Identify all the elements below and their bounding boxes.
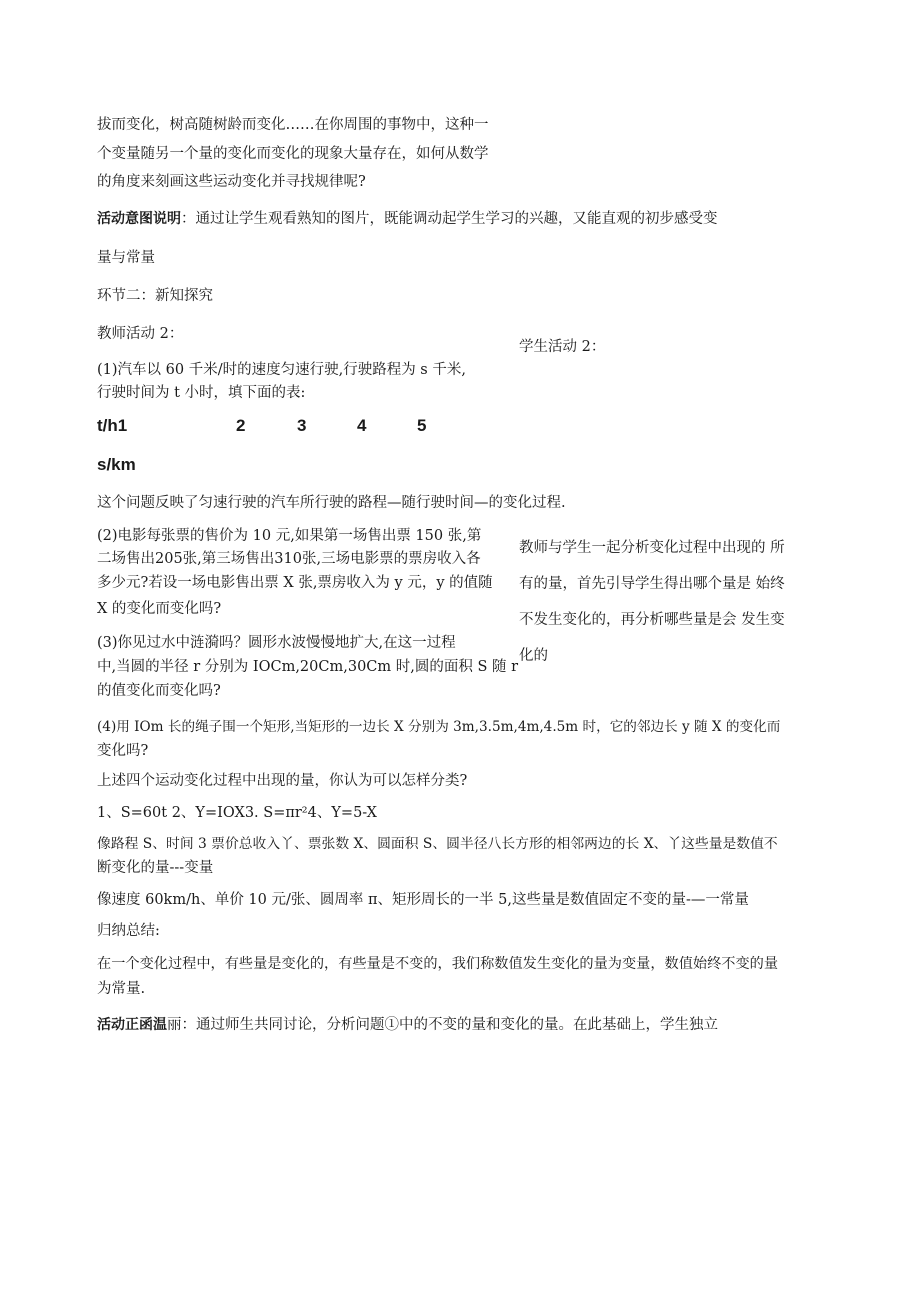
table-row-distance-label: s/km	[97, 455, 136, 474]
summary-line-2: 为常量.	[97, 981, 146, 997]
question-3-line-1: (3)你见过水中涟漪吗？圆形水波慢慢地扩大,在这一过程	[97, 635, 456, 651]
variables-line-2: 断变化的量---变量	[97, 860, 214, 876]
question-2-line-4: X 的变化而变化吗?	[97, 601, 222, 617]
table-cell-time: 2	[236, 416, 246, 435]
intent-label: 活动意图说明	[97, 211, 181, 227]
question-1-line-2: 行驶时间为 t 小时，填下面的表:	[97, 385, 306, 401]
student-text-line-3: 不发生变化的，再分析哪些量是会 发生变	[519, 612, 785, 628]
classify-question: 上述四个运动变化过程中出现的量，你认为可以怎样分类?	[97, 773, 468, 789]
question-2-line-2: 二场售出205张,第三场售出310张,三场电影票的票房收入各	[97, 551, 481, 567]
question-3-line-2: 中,当圆的半径 r 分别为 IOCm,20Cm,30Cm 时,圆的面积 S 随 r	[97, 659, 519, 675]
table-cell-time: 4	[357, 416, 367, 435]
teacher-activity-label: 教师活动 2：	[97, 326, 184, 342]
student-text-line-4: 化的	[519, 648, 548, 664]
table-cell-time: 5	[417, 416, 427, 435]
question-2-line-3: 多少元?若设一场电影售出票 X 张,票房收入为 y 元，y 的值随	[97, 575, 493, 591]
intent-paragraph-1	[97, 208, 718, 230]
question-4-line-1: (4)用 IOm 长的绳子围一个矩形,当矩形的一边长 X 分别为 3m,3.5m,4m,4.5m 时，它的邻边长 y 随 X 的变化而	[97, 719, 781, 735]
summary-title: 归纳总结:	[97, 923, 160, 939]
question-3-line-3: 的值变化而变化吗?	[97, 683, 221, 699]
variables-line-1: 像路程 S、时间 3 票价总收入丫、票张数 X、圆面积 S、圆半径八长方形的相邻两边的长 X、丫这些量是数值不	[97, 836, 778, 852]
student-activity-label: 学生活动 2：	[519, 339, 606, 355]
intent-paragraph-1-cont: 量与常量	[97, 250, 155, 266]
student-text-line-1: 教师与学生一起分析变化过程中出现的 所	[519, 540, 785, 556]
table-row-time-label: t/h1	[97, 416, 128, 435]
question-4-line-2: 变化吗?	[97, 743, 149, 759]
table-cell-time: 3	[297, 416, 307, 435]
question-1-line-1: (1)汽车以 60 千米/时的速度匀速行驶,行驶路程为 s 千米,	[97, 362, 466, 378]
formulas-line: 1、S=60t 2、Y=IOX3. S=πr²4、Y=5-X	[97, 805, 378, 821]
student-text-line-2: 有的量，首先引导学生得出哪个量是 始终	[519, 576, 785, 592]
intent-text: ：通过让学生观看熟知的图片，既能调动起学生学习的兴趣，又能直观的初步感受变	[181, 211, 718, 227]
intro-line-3: 的角度来刻画这些运动变化并寻找规律呢?	[97, 174, 366, 190]
summary-line-1: 在一个变化过程中，有些量是变化的，有些量是不变的，我们称数值发生变化的量为变量，数值始终不变的量	[97, 956, 779, 972]
question-2-line-1: (2)电影每张票的售价为 10 元,如果第一场售出票 150 张,第	[97, 528, 482, 544]
reflection-text: 这个问题反映了匀速行驶的汽车所行驶的路程—随行驶时间—的变化过程.	[97, 495, 566, 511]
intent-paragraph-2	[97, 1014, 718, 1036]
section-title: 环节二：新知探究	[97, 288, 213, 304]
intent-label-2: 活动正函温	[97, 1017, 167, 1033]
intro-line-2: 个变量随另一个量的变化而变化的现象大量存在，如何从数学	[97, 146, 489, 162]
intent-text-2: 丽：通过师生共同讨论，分析问题①中的不变的量和变化的量。在此基础上，学生独立	[167, 1017, 718, 1033]
constants-line: 像速度 60km/h、单价 10 元/张、圆周率 π、矩形周长的一半 5,这些量是数值固定不变的量-—一常量	[97, 892, 749, 908]
intro-line-1: 拔而变化，树高随树龄而变化……在你周围的事物中，这种一	[97, 117, 489, 133]
